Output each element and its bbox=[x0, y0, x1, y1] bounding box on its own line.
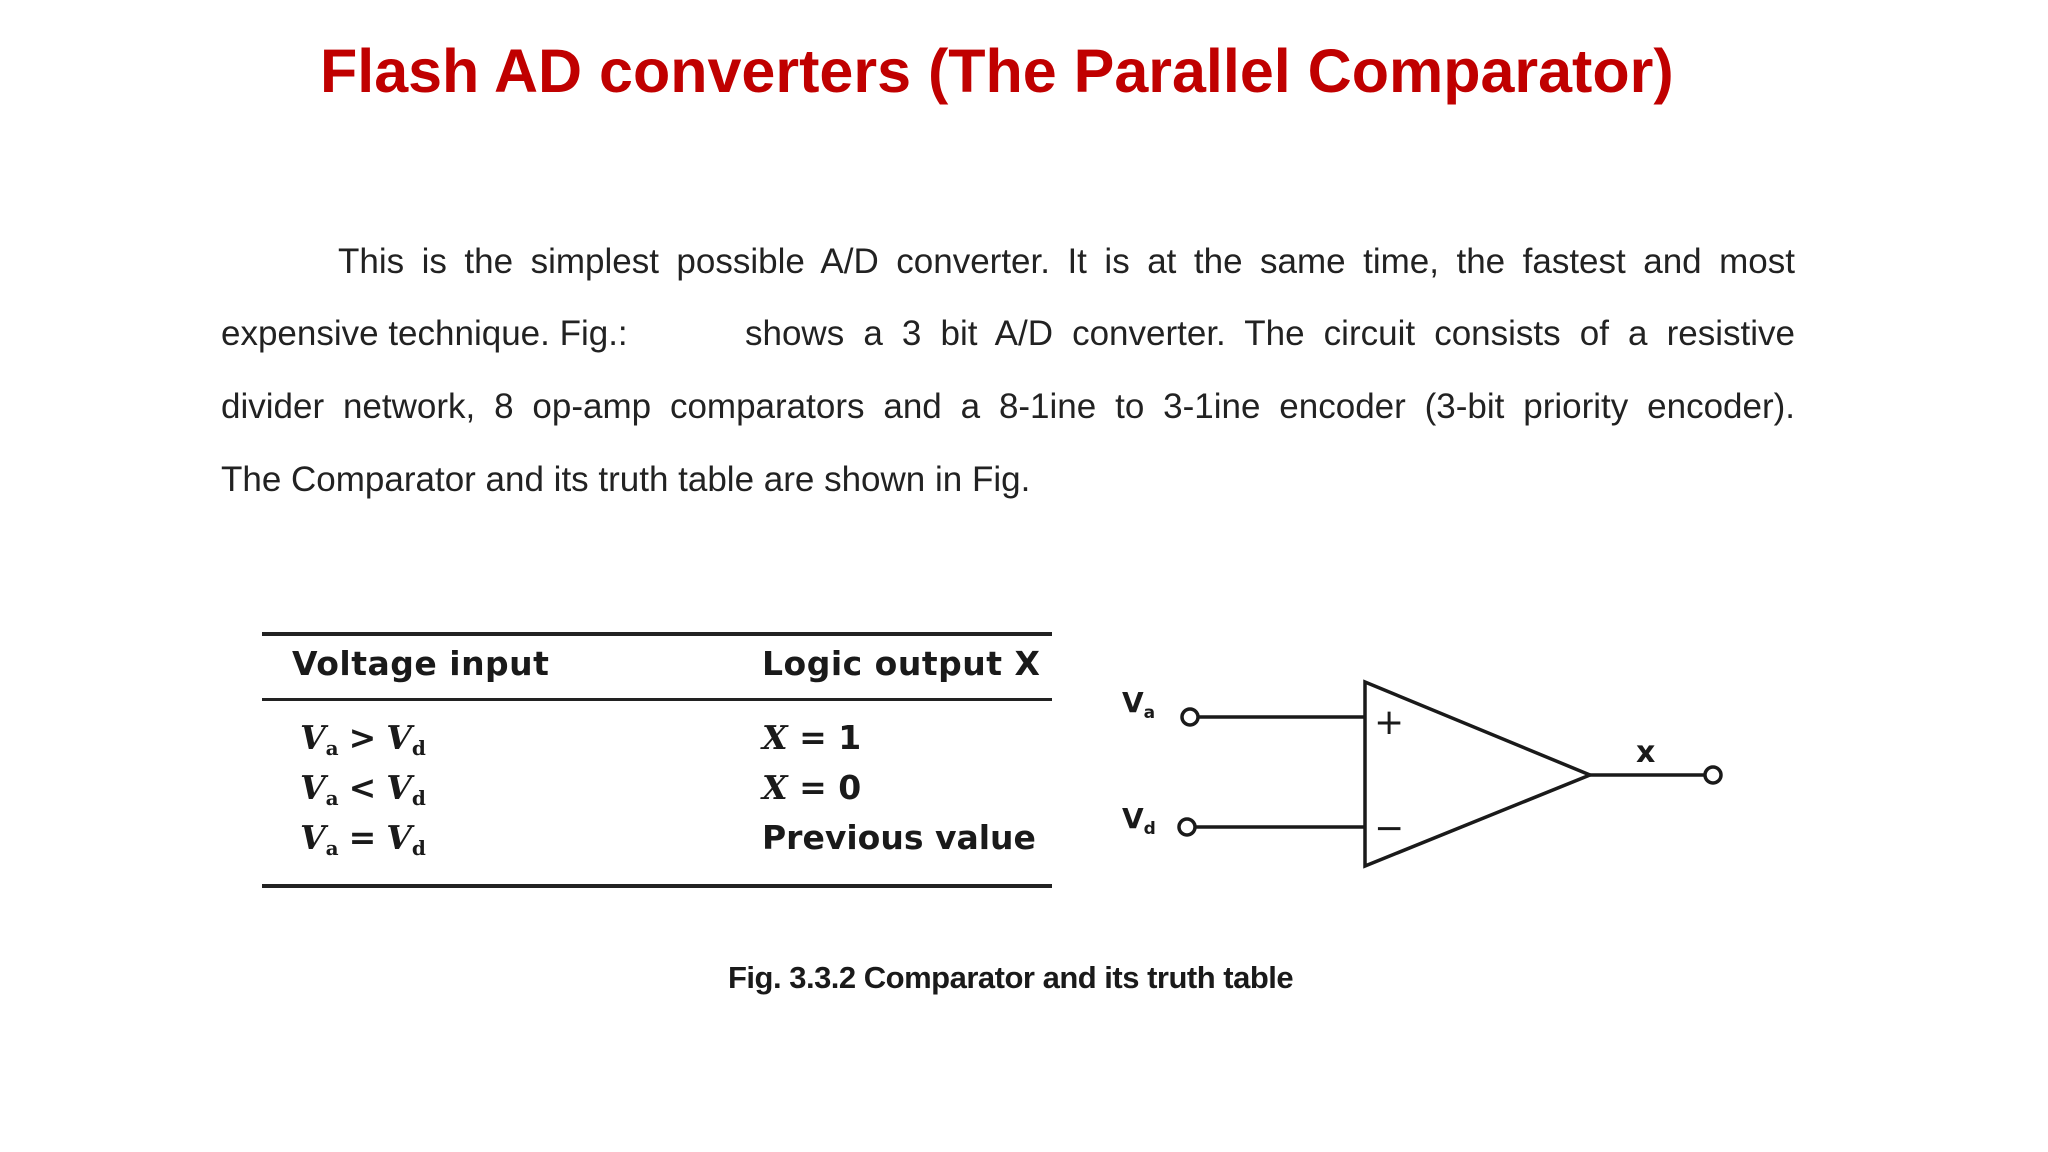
slide-title: Flash AD converters (The Parallel Comparator) bbox=[320, 37, 1674, 105]
var-v: V bbox=[300, 818, 326, 857]
var-v: V bbox=[386, 768, 412, 807]
paragraph-line-2-end: shows a 3 bit A/D converter. The circuit consists of a resistive bbox=[745, 314, 1795, 353]
comparator-diagram bbox=[1120, 660, 1740, 890]
table-header-logic: Logic output X bbox=[762, 644, 1041, 683]
operator: > bbox=[348, 718, 377, 757]
table-header-rule bbox=[262, 698, 1052, 701]
table-top-rule bbox=[262, 632, 1052, 636]
table-row-1-input bbox=[300, 718, 426, 760]
input-d-terminal bbox=[1179, 819, 1195, 835]
subscript: a bbox=[325, 786, 339, 810]
output-terminal bbox=[1705, 767, 1721, 783]
paragraph-line-1: This is the simplest possible A/D converter. It is at the same time, the fastest and most bbox=[338, 242, 1795, 281]
table-bottom-rule bbox=[262, 884, 1052, 888]
subscript: d bbox=[411, 786, 426, 810]
minus-sign: − bbox=[1374, 808, 1405, 849]
output-label: x bbox=[1636, 735, 1656, 770]
input-d-label: $V_d$ bbox=[1122, 802, 1156, 839]
paragraph-line-3: divider network, 8 op-amp comparators and a 8-1ine to 3-1ine encoder (3-bit priority encoder). bbox=[221, 387, 1795, 426]
paragraph-line-4: The Comparator and its truth table are shown in Fig. bbox=[221, 460, 1031, 499]
paragraph-line-2-start: expensive technique. Fig.: bbox=[221, 314, 628, 353]
table-row-3-output bbox=[762, 818, 1036, 857]
var-v: V bbox=[300, 768, 326, 807]
input-a-terminal bbox=[1182, 709, 1198, 725]
var-x: X bbox=[762, 768, 788, 807]
var-v: V bbox=[386, 718, 412, 757]
var-v: V bbox=[386, 818, 412, 857]
table-row-1-output bbox=[762, 718, 861, 757]
table-row-3-input bbox=[300, 818, 426, 860]
output-value: = 1 bbox=[799, 718, 862, 757]
table-row-2-output bbox=[762, 768, 861, 807]
var-v: V bbox=[300, 718, 326, 757]
operator: = bbox=[348, 818, 377, 857]
truth-table bbox=[262, 628, 1052, 890]
output-value: = 0 bbox=[799, 768, 862, 807]
operator: < bbox=[348, 768, 377, 807]
plus-sign: + bbox=[1374, 702, 1405, 743]
subscript: d bbox=[411, 736, 426, 760]
subscript: a bbox=[325, 836, 339, 860]
figure-caption: Fig. 3.3.2 Comparator and its truth table bbox=[728, 960, 1294, 995]
table-header-voltage: Voltage input bbox=[292, 644, 550, 683]
var-x: X bbox=[762, 718, 788, 757]
table-row-2-input bbox=[300, 768, 426, 810]
subscript: d bbox=[411, 836, 426, 860]
input-a-label: $V_a$ bbox=[1122, 686, 1156, 723]
subscript: a bbox=[325, 736, 339, 760]
output-value: Previous value bbox=[762, 818, 1036, 857]
